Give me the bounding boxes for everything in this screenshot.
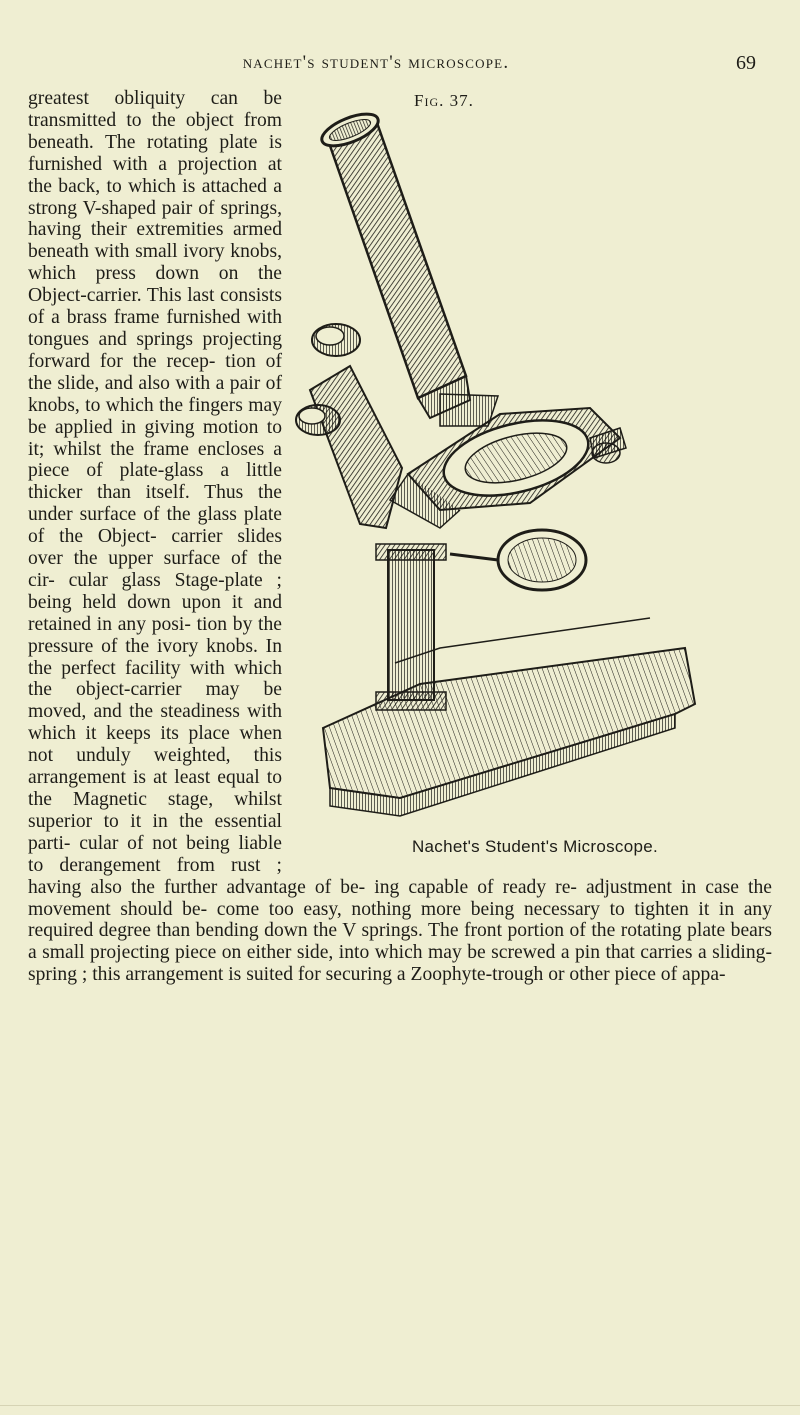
figure xyxy=(290,88,780,872)
running-head: nachet's student's microscope. xyxy=(242,52,510,73)
microscope-illustration xyxy=(290,108,780,828)
body-text xyxy=(28,88,772,986)
microscope-mirror xyxy=(450,530,586,590)
page-bottom-rule xyxy=(0,1405,800,1406)
microscope-stage xyxy=(390,407,626,528)
figure-caption: Nachet's Student's Microscope. xyxy=(411,837,659,856)
page-header xyxy=(0,52,800,82)
paragraph: greatest obliquity can be transmitted to the object from beneath. The rotating plate is furnished with a projection at the back, to which is attached a strong V-shaped pair of springs, having their extremities armed beneath with small ivory knobs, which press down on the Object-carrier. This last consists of a brass frame furnished with tongues and springs projecting forward for the recep- tion of the slide, and also with a pair of knobs, to which the fingers may be applied in giving motion to it; whilst the frame encloses a piece of plate-glass a little thicker than itself. Thus the under surface of the glass plate of the Object- carrier slides over the upper surface of the cir- cular glass Stage-plate ; being held down upon it and retained in any posi- tion by the pressure of the ivory knobs. In the perfect facility with which the object-carrier may be moved, and the steadiness with which it keeps its place when not unduly weighted, this arrangement is at least equal to the Magnetic stage, whilst superior to it in the essential parti- cular of not being liable to derangement from rust ; having also the further advantage of be- ing capable of ready re- adjustment in case the movement should be- come too easy, nothing more being necessary to tighten it in any required degree than bending down the V springs. The front portion of the rotating plate bears a small projecting piece on either side, into which may be screwed a pin that carries a sliding-spring ; this arrangement is suited for securing a Zoophyte-trough or other piece of appa- xyxy=(28,88,772,986)
microscope-base xyxy=(323,618,695,816)
figure-label: Fig. 37. xyxy=(414,91,474,110)
page-number: 69 xyxy=(736,52,756,74)
